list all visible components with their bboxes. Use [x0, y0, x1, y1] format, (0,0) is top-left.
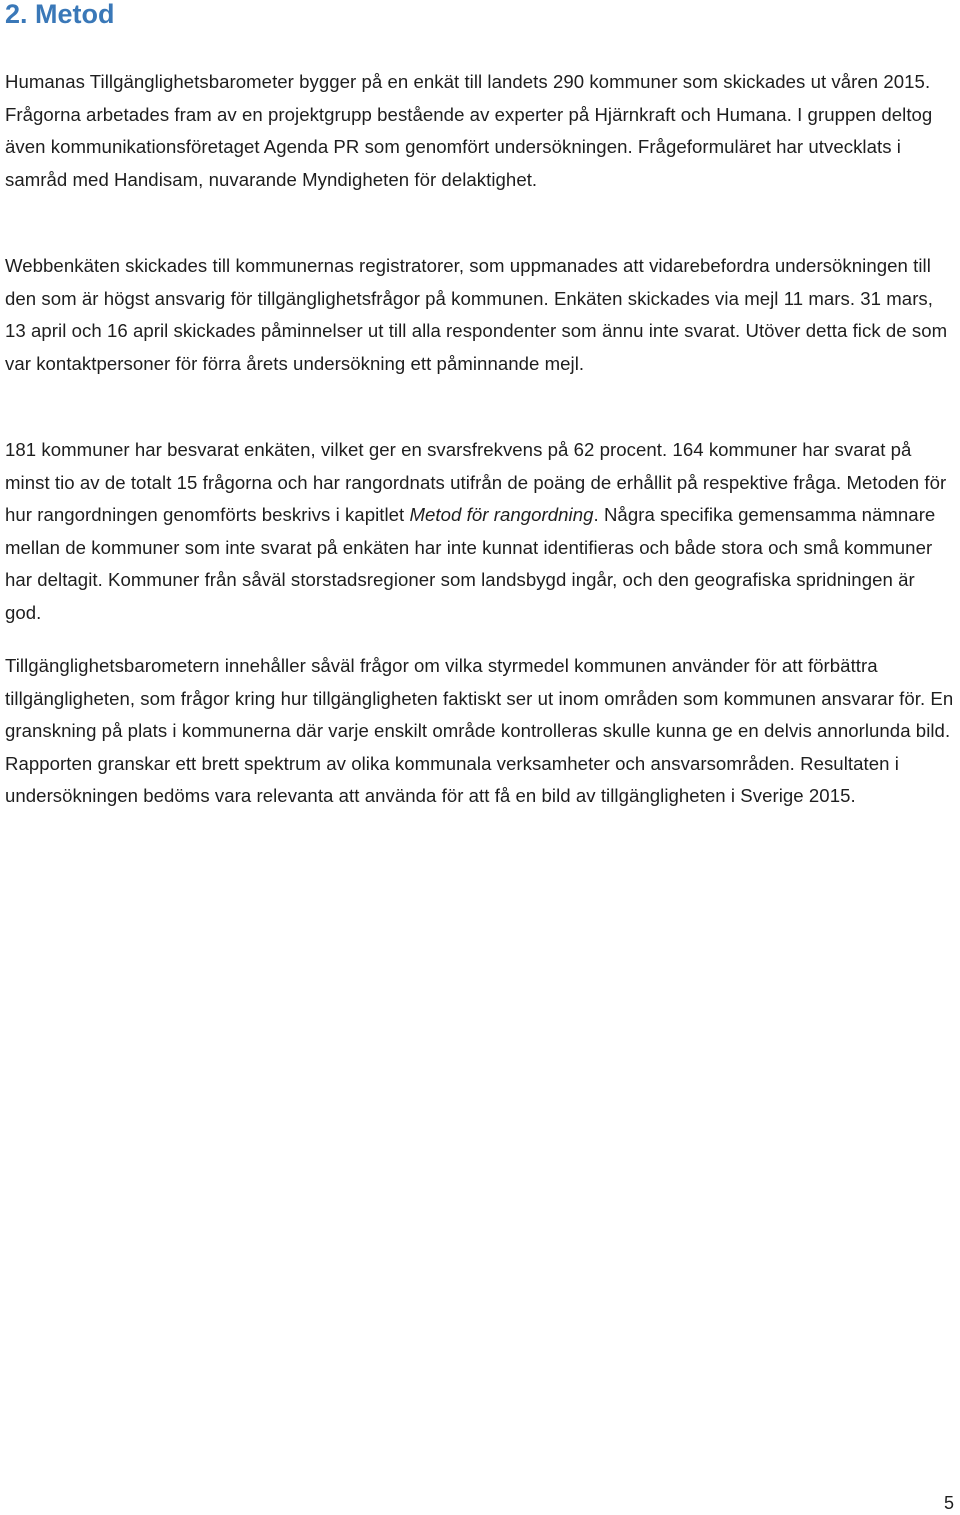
- response-rate-text-start: 181 kommuner har besvarat enkäten, vilket ger en svarsfrekvens på 62 procent. 164 kommuner har svarat på minst tio av de totalt 15 frågorna och har rangordnats utifrån de poäng de erhållit på respektive fråga. Metoden för hur rangordningen genomförts beskrivs i kapitlet: [5, 439, 947, 526]
- section-heading: 2. Metod: [5, 0, 115, 29]
- response-rate-text-end: . Några specifika gemensamma nämnare mellan de kommuner som inte svarat på enkäten har inte kunnat identifieras och både stora och små kommuner har deltagit. Kommuner från såväl storstadsregioner som landsbygd ingår, och den geografiska spridningen är god.: [5, 504, 936, 623]
- page-number: 5: [943, 1493, 954, 1513]
- paragraph-barometer-scope: Tillgänglighetsbarometern innehåller såväl frågor om vilka styrmedel kommunen använder för att förbättra tillgängligheten, som frågor kring hur tillgängligheten faktiskt ser ut inom områden som kommunen ansvarar för. En granskning på plats i kommunerna där varje enskilt område kontrolleras skulle kunna ge en delvis annorlunda bild. Rapporten granskar ett brett spektrum av olika kommunala verksamheter och ansvarsområden. Resultaten i undersökningen bedöms vara relevanta att använda för att få en bild av tillgängligheten i Sverige 2015.: [5, 655, 954, 807]
- paragraph-survey-intro: Humanas Tillgänglighetsbarometer bygger på en enkät till landets 290 kommuner som skickades ut våren 2015. Frågorna arbetades fram av en projektgrupp bestående av experter på Hjärnkraft och Humana. I gruppen deltog även kommunikationsföretaget Agenda PR som genomfört undersökningen. Frågeformuläret har utvecklats i samråd med Handisam, nuvarande Myndigheten för delaktighet.: [5, 71, 933, 190]
- paragraph-response-rate: [5, 434, 955, 630]
- paragraph-web-survey: Webbenkäten skickades till kommunernas registratorer, som uppmanades att vidarebefordra undersökningen till den som är högst ansvarig för tillgänglighetsfrågor på kommunen. Enkäten skickades via mejl 11 mars. 31 mars, 13 april och 16 april skickades påminnelser ut till alla respondenter som ännu inte svarat. Utöver detta fick de som var kontaktpersoner för förra årets undersökning ett påminnande mejl.: [5, 255, 948, 374]
- method-reference-italic: Metod för rangordning: [409, 504, 594, 526]
